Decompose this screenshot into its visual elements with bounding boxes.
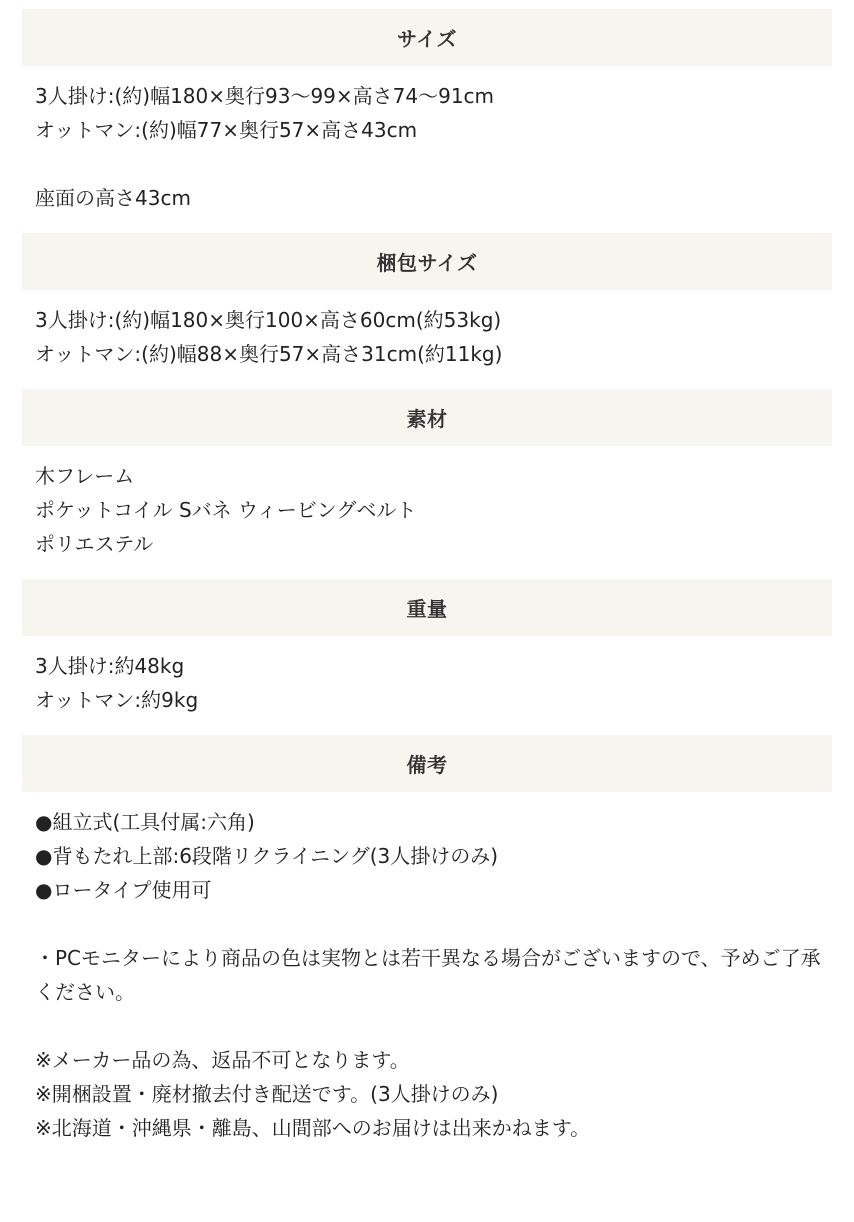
section-header-package-size [22, 233, 832, 290]
spec-line: ●組立式(工具付属:六角) [35, 810, 255, 834]
section-body-size [0, 66, 854, 233]
section-body-notes [0, 792, 854, 1163]
section-header-material [22, 389, 832, 446]
section-title: 重量 [406, 597, 448, 621]
spec-line: ※北海道・沖縄県・離島、山間部へのお届けは出来かねます。 [35, 1116, 591, 1140]
blank-line [35, 907, 832, 941]
spec-line: ●ロータイプ使用可 [35, 878, 212, 902]
section-title: 備考 [406, 753, 448, 777]
section-body-weight [0, 636, 854, 735]
blank-line [35, 1009, 832, 1043]
spec-line: ※開梱設置・廃材撤去付き配送です。(3人掛けのみ) [35, 1082, 499, 1106]
spec-line: ポケットコイル Sバネ ウィービングベルト [35, 498, 417, 522]
section-body-package-size [0, 290, 854, 389]
spec-line: ●背もたれ上部:6段階リクライニング(3人掛けのみ) [35, 844, 499, 868]
spec-line: 3人掛け:約48kg [35, 654, 185, 678]
section-header-notes [22, 735, 832, 792]
blank-line [35, 147, 832, 181]
spec-line: オットマン:(約)幅88×奥行57×高さ31cm(約11kg) [35, 342, 503, 366]
notice-paragraph: ・PCモニターにより商品の色は実物とは若干異なる場合がございますので、予めご了承ください。 [35, 946, 821, 1004]
section-title: 素材 [406, 407, 448, 431]
spec-line: ※メーカー品の為、返品不可となります。 [35, 1048, 410, 1072]
section-header-size [22, 9, 832, 66]
section-header-weight [22, 579, 832, 636]
spec-line: ポリエステル [35, 532, 154, 556]
spec-line: 3人掛け:(約)幅180×奥行93〜99×高さ74〜91cm [35, 84, 495, 108]
section-body-material [0, 446, 854, 579]
spec-line: 3人掛け:(約)幅180×奥行100×高さ60cm(約53kg) [35, 308, 502, 332]
spec-line: 木フレーム [35, 464, 135, 488]
section-title: 梱包サイズ [376, 251, 478, 275]
section-title: サイズ [397, 27, 457, 51]
spec-line: オットマン:(約)幅77×奥行57×高さ43cm [35, 118, 418, 142]
spec-line: 座面の高さ43cm [35, 186, 191, 210]
spec-line: オットマン:約9kg [35, 688, 199, 712]
